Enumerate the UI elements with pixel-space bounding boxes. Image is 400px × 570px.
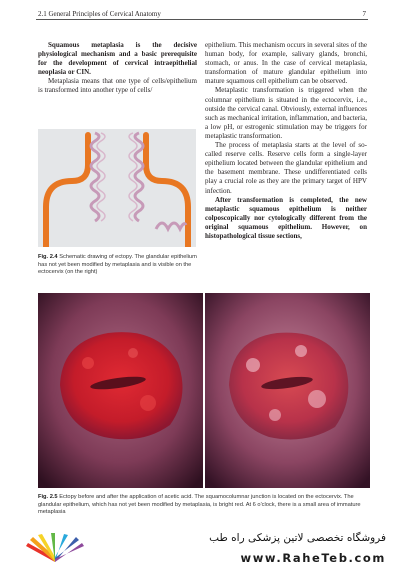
left-squamous-epithelium bbox=[46, 135, 88, 247]
figure-2-5-label: Fig. 2.5 bbox=[38, 494, 58, 500]
figure-2-4-caption-text: Schematic drawing of ectopy. The glandular epithelium has not yet been modified by metaplasia and is visible on the ectocervix (on the right) bbox=[38, 254, 197, 276]
store-banner[interactable] bbox=[0, 524, 400, 570]
header-rule bbox=[36, 19, 368, 20]
store-url-link[interactable]: www.RaheTeb.com bbox=[240, 551, 386, 565]
store-name: فروشگاه تخصصی لاتین پزشکی راه طب bbox=[209, 532, 386, 544]
right-paragraph-4: After transformation is completed, the new metaplastic squamous epithelium is neither colposcopically nor cytologically different from the original squamous epithelium. However, on histopathological tissue sections, bbox=[205, 195, 367, 240]
figure-2-4-caption bbox=[38, 254, 198, 277]
right-paragraph-2: Metaplastic transformation is triggered when the columnar epithelium is situated in the ectocervix, i.e., outside the cervical canal. Obviously, external influences such as mechanical irritation, inflammation, and bacteria, a low pH, or estrogenic stimulation may be triggers for metaplastic transformation. bbox=[205, 86, 367, 140]
book-fan-logo-icon bbox=[20, 532, 90, 564]
ectopy-after-acetic-acid-image bbox=[205, 293, 370, 488]
ectopic-columnar-epithelium bbox=[156, 223, 186, 229]
colposcopy-photo-after bbox=[205, 293, 370, 488]
left-column-text bbox=[38, 41, 197, 96]
figure-2-4-label: Fig. 2.4 bbox=[38, 254, 58, 260]
right-paragraph-1: epithelium. This mechanism occurs in several sites of the human body, for example, salivary glands, bronchi, stomach, or anus. In the case of cervical metaplasia, transformation of mature glandular epithelium into mature squamous cell epithelium can be observed. bbox=[205, 41, 367, 86]
page-number: 7 bbox=[362, 10, 366, 18]
key-statement: Squamous metaplasia is the decisive physiological mechanism and a basic prerequisite for the development of cervical intraepithelial neoplasia or CIN. bbox=[38, 41, 197, 77]
figure-2-5-caption-text: Ectopy before and after the application of acetic acid. The squamocolumnar junction is located on the ectocervix. The glandular epithelium, which has not yet been modified by metaplasia, is bright red. At 6 o'clock, there is a small area of immature metaplasia bbox=[38, 494, 361, 516]
colposcopy-photo-before bbox=[38, 293, 203, 488]
right-paragraph-3: The process of metaplasia starts at the level of so-called reserve cells. Reserve cells form a single-layer epithelium located between the glandular epithelium and the basement membrane. These undifferentiated cells play a crucial role as they are the primary target of HPV infection. bbox=[205, 141, 367, 195]
figure-2-4-drawing bbox=[38, 129, 196, 247]
right-column-text bbox=[205, 41, 367, 241]
running-header-section: 2.1 General Principles of Cervical Anatomy bbox=[38, 10, 161, 18]
ectopy-schematic bbox=[38, 129, 196, 247]
page-header bbox=[0, 0, 400, 20]
left-paragraph: Metaplasia means that one type of cells/epithelium is transformed into another type of cells/ bbox=[38, 77, 197, 95]
figure-2-5-caption bbox=[38, 494, 370, 517]
ectopy-before-image bbox=[38, 293, 203, 488]
